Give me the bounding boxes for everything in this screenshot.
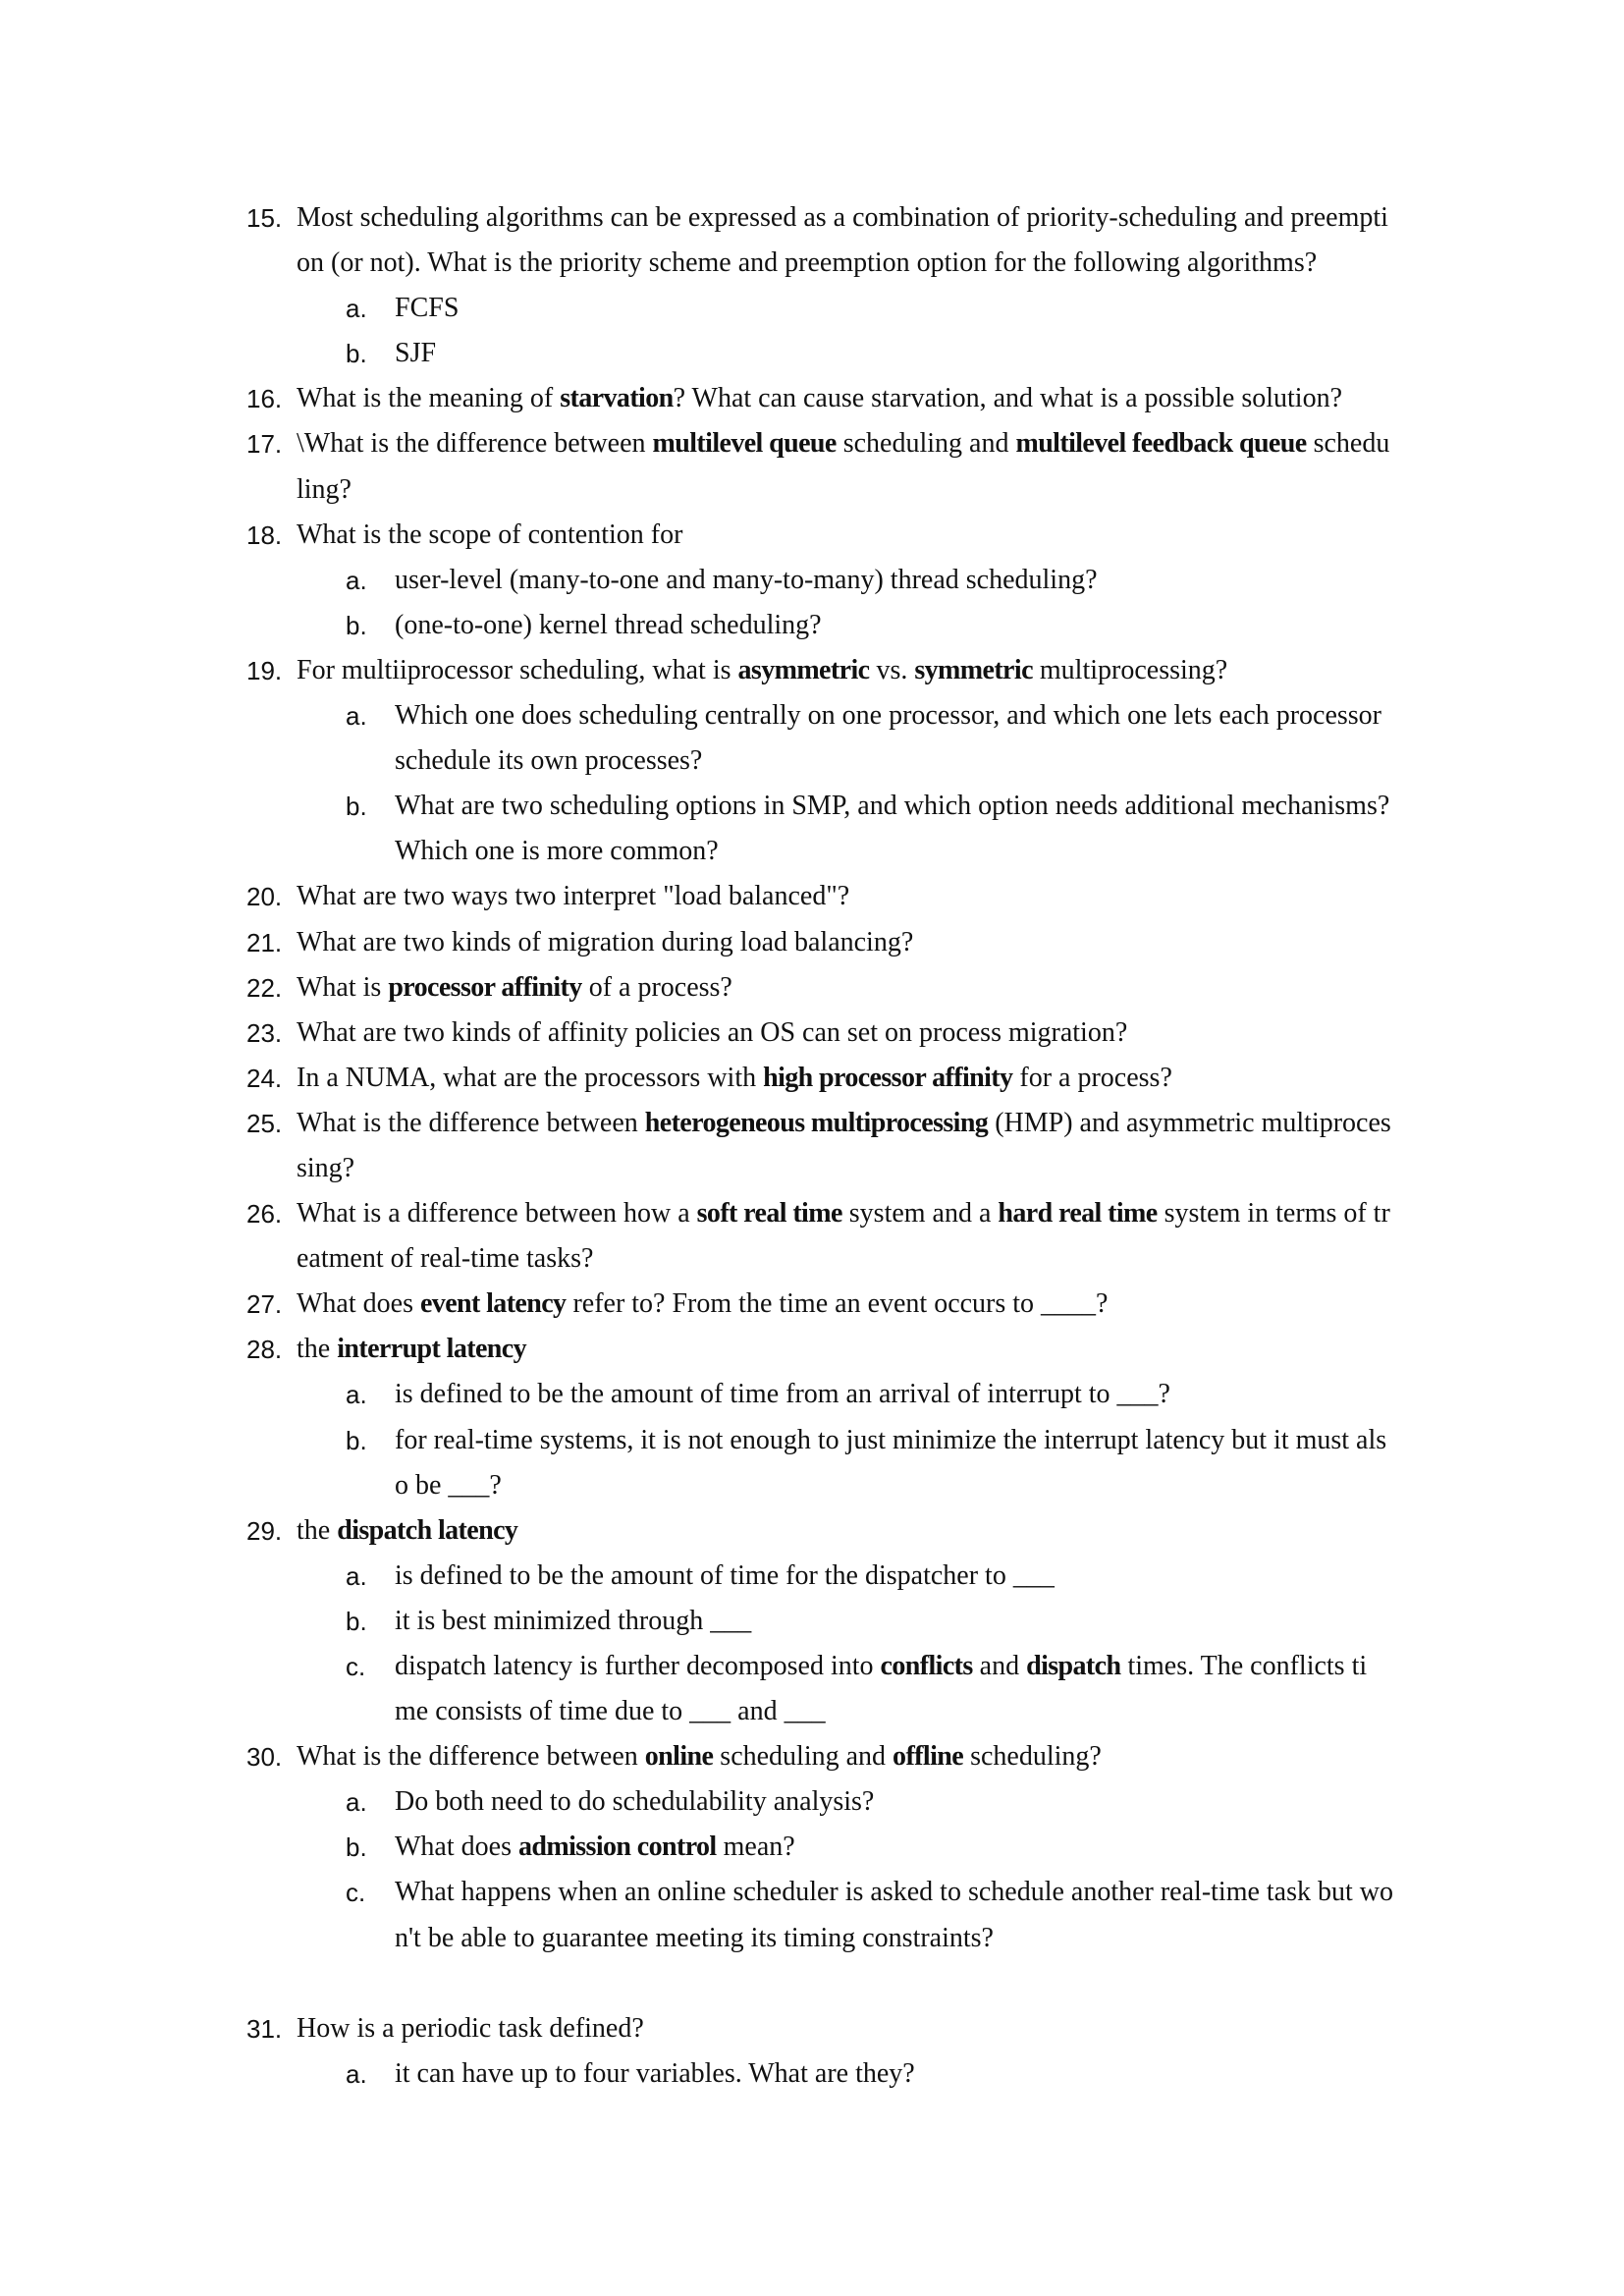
subquestion-letter: b. (346, 1606, 367, 1636)
question-number: 25. (246, 1108, 283, 1138)
bold-term: event latency (419, 1288, 567, 1320)
text-segment: it is best minimized through ___ (395, 1605, 752, 1636)
line-text (297, 965, 732, 1011)
bold-term: starvation (560, 383, 674, 414)
line-text (297, 467, 352, 513)
text-segment: For multiiprocessor scheduling, what is (297, 654, 738, 685)
question-line (0, 1734, 1624, 1779)
text-segment: How is a periodic task defined? (297, 2012, 644, 2044)
text-segment: What is the difference between (297, 1107, 645, 1138)
text-segment: vs. (869, 654, 915, 685)
bold-term: offline (893, 1741, 964, 1773)
question-number: 21. (246, 927, 283, 957)
line-text (395, 603, 822, 648)
question-line (0, 1011, 1624, 1056)
line-text (297, 513, 682, 558)
bold-term: symmetric (914, 654, 1033, 685)
subquestion-letter: a. (346, 1380, 367, 1410)
question-line (0, 513, 1624, 558)
continuation-line (0, 829, 1624, 874)
text-segment: scheduling and (836, 428, 1016, 460)
subquestion-letter: c. (346, 1652, 366, 1681)
question-line (0, 195, 1624, 241)
line-text (395, 2051, 915, 2097)
text-segment: times. The conflicts ti (1120, 1651, 1368, 1681)
question-line (0, 421, 1624, 466)
text-segment: and (972, 1651, 1027, 1681)
bold-term: heterogeneous multiprocessing (644, 1107, 989, 1138)
text-segment: of a process? (581, 971, 732, 1003)
subquestion-letter: c. (346, 1878, 366, 1908)
text-segment: system in terms of tr (1157, 1198, 1390, 1230)
question-number: 28. (246, 1335, 283, 1365)
question-number: 15. (246, 203, 283, 233)
line-text (395, 1372, 1170, 1417)
line-text (297, 1236, 593, 1282)
subquestion-letter: a. (346, 2058, 367, 2089)
line-text (297, 1734, 1102, 1779)
question-number: 16. (246, 384, 283, 414)
text-segment: What does (395, 1831, 518, 1863)
text-segment: What does (297, 1288, 420, 1320)
text-segment: scheduling and (713, 1741, 893, 1773)
subquestion-line (0, 286, 1624, 331)
bold-term: admission control (517, 1831, 717, 1863)
text-segment: What is the meaning of (297, 383, 561, 414)
question-line (0, 920, 1624, 965)
text-segment: is defined to be the amount of time for the dispatcher to ___ (395, 1559, 1055, 1591)
line-text (395, 331, 436, 376)
text-segment: eatment of real-time tasks? (297, 1243, 594, 1275)
text-segment: What are two ways two interpret "load balanced"? (297, 881, 850, 912)
line-text (395, 1916, 994, 1961)
bold-term: online (644, 1741, 714, 1773)
text-segment: FCFS (395, 293, 460, 324)
line-text (395, 784, 1389, 829)
bold-term: interrupt latency (337, 1334, 526, 1365)
line-text (395, 1825, 795, 1870)
question-line (0, 1508, 1624, 1554)
line-text (297, 1327, 526, 1372)
text-segment: \What is the difference between (297, 428, 653, 460)
text-segment: Most scheduling algorithms can be expressed as a combination of priority-scheduling and preempti (297, 202, 1388, 233)
text-segment: for a process? (1012, 1062, 1172, 1093)
continuation-line (0, 1689, 1624, 1734)
line-text (395, 1689, 826, 1734)
subquestion-line (0, 1418, 1624, 1463)
bold-term: hard real time (998, 1198, 1158, 1230)
subquestion-line (0, 693, 1624, 738)
continuation-line (0, 1916, 1624, 1961)
subquestion-line (0, 1554, 1624, 1599)
line-text (395, 1779, 874, 1825)
subquestion-line (0, 1599, 1624, 1644)
continuation-line (0, 467, 1624, 513)
line-text (395, 1644, 1367, 1689)
text-segment: mean? (716, 1831, 795, 1863)
text-segment: What are two kinds of migration during load balancing? (297, 926, 914, 957)
line-text (395, 693, 1381, 738)
subquestion-line (0, 558, 1624, 603)
text-segment: What is the difference between (297, 1741, 645, 1773)
bold-term: processor affinity (388, 971, 582, 1003)
question-number: 29. (246, 1515, 283, 1546)
line-text (395, 1418, 1386, 1463)
text-segment: schedule its own processes? (395, 745, 703, 777)
question-number: 24. (246, 1063, 283, 1093)
line-text (297, 195, 1388, 241)
line-text (395, 829, 719, 874)
line-text (297, 241, 1317, 286)
subquestion-line (0, 331, 1624, 376)
question-number: 22. (246, 972, 283, 1003)
text-segment: sing? (297, 1152, 355, 1183)
text-segment: In a NUMA, what are the processors with (297, 1062, 764, 1093)
text-segment: What happens when an online scheduler is asked to schedule another real-time task but wo (395, 1877, 1394, 1908)
line-text (297, 2006, 644, 2051)
question-number: 18. (246, 519, 283, 550)
text-segment: refer to? From the time an event occurs to ____? (566, 1288, 1109, 1320)
question-number: 23. (246, 1017, 283, 1048)
bold-term: multilevel feedback queue (1015, 428, 1307, 460)
line-text (297, 1191, 1390, 1236)
line-text (395, 1599, 751, 1644)
question-line (0, 965, 1624, 1011)
text-segment: (HMP) and asymmetric multiproces (988, 1107, 1391, 1138)
text-segment: on (or not). What is the priority scheme and preemption option for the following algorithms? (297, 247, 1318, 279)
text-segment: ling? (297, 473, 352, 505)
line-text (297, 1146, 354, 1191)
text-segment: Which one is more common? (395, 836, 719, 867)
subquestion-letter: b. (346, 1425, 367, 1455)
subquestion-letter: b. (346, 610, 367, 640)
line-text (297, 1011, 1127, 1056)
text-segment: the (297, 1514, 338, 1546)
line-text (297, 920, 913, 965)
subquestion-letter: a. (346, 1560, 367, 1591)
question-number: 19. (246, 655, 283, 685)
text-segment: dispatch latency is further decomposed into (395, 1651, 881, 1681)
line-text (297, 1282, 1108, 1327)
subquestion-letter: a. (346, 1787, 367, 1818)
bold-term: asymmetric (737, 654, 870, 685)
subquestion-letter: a. (346, 565, 367, 595)
text-segment: SJF (395, 338, 437, 369)
line-text (297, 1101, 1391, 1146)
subquestion-letter: a. (346, 294, 367, 324)
bold-term: high processor affinity (763, 1062, 1013, 1093)
subquestion-line (0, 1372, 1624, 1417)
question-number: 27. (246, 1289, 283, 1320)
text-segment: user-level (many-to-one and many-to-many) thread scheduling? (395, 564, 1098, 595)
bold-term: dispatch latency (337, 1514, 518, 1546)
text-segment: it can have up to four variables. What are they? (395, 2057, 915, 2089)
continuation-line (0, 241, 1624, 286)
bold-term: dispatch (1026, 1651, 1121, 1681)
line-text (395, 1554, 1055, 1599)
bold-term: conflicts (880, 1651, 973, 1681)
subquestion-line (0, 1870, 1624, 1915)
continuation-line (0, 1463, 1624, 1508)
text-segment: What are two scheduling options in SMP, and which option needs additional mechanisms? (395, 791, 1390, 822)
continuation-line (0, 1236, 1624, 1282)
question-number: 30. (246, 1742, 283, 1773)
text-segment: What is (297, 971, 389, 1003)
question-line (0, 1282, 1624, 1327)
question-line (0, 1101, 1624, 1146)
question-line (0, 2006, 1624, 2051)
bold-term: soft real time (696, 1198, 842, 1230)
question-number: 31. (246, 2013, 283, 2044)
text-segment: multiprocessing? (1032, 654, 1228, 685)
text-segment: Which one does scheduling centrally on one processor, and which one lets each processor (395, 700, 1381, 732)
question-number: 17. (246, 429, 283, 460)
text-segment: ? What can cause starvation, and what is a possible solution? (673, 383, 1342, 414)
line-text (297, 874, 849, 919)
subquestion-letter: b. (346, 792, 367, 822)
subquestion-line (0, 1644, 1624, 1689)
question-number: 20. (246, 882, 283, 912)
question-line (0, 376, 1624, 421)
question-number: 26. (246, 1199, 283, 1230)
question-line (0, 1056, 1624, 1101)
text-segment: (one-to-one) kernel thread scheduling? (395, 609, 822, 640)
subquestion-line (0, 784, 1624, 829)
text-segment: system and a (841, 1198, 999, 1230)
text-segment: n't be able to guarantee meeting its timing constraints? (395, 1922, 994, 1953)
bold-term: multilevel queue (652, 428, 837, 460)
question-line (0, 1327, 1624, 1372)
subquestion-line (0, 2051, 1624, 2097)
text-segment: schedu (1306, 428, 1390, 460)
text-segment: the (297, 1334, 338, 1365)
question-line (0, 1191, 1624, 1236)
line-text (395, 558, 1098, 603)
line-text (297, 421, 1389, 466)
blank-line (0, 1961, 1624, 2006)
text-segment: Do both need to do schedulability analysis? (395, 1786, 875, 1818)
text-segment: is defined to be the amount of time from an arrival of interrupt to ___? (395, 1379, 1170, 1410)
subquestion-letter: b. (346, 339, 367, 369)
subquestion-line (0, 1825, 1624, 1870)
subquestion-letter: b. (346, 1832, 367, 1863)
text-segment: What are two kinds of affinity policies an OS can set on process migration? (297, 1016, 1128, 1048)
subquestion-line (0, 603, 1624, 648)
text-segment: What is a difference between how a (297, 1198, 697, 1230)
line-text (297, 1056, 1172, 1101)
continuation-line (0, 1146, 1624, 1191)
line-text (395, 1463, 502, 1508)
text-segment: What is the scope of contention for (297, 519, 683, 550)
subquestion-letter: a. (346, 701, 367, 732)
question-line (0, 874, 1624, 919)
line-text (297, 376, 1342, 421)
line-text (395, 1870, 1393, 1915)
text-segment: me consists of time due to ___ and ___ (395, 1696, 826, 1727)
text-segment: o be ___? (395, 1469, 502, 1501)
line-text (395, 286, 459, 331)
subquestion-line (0, 1779, 1624, 1825)
text-segment: for real-time systems, it is not enough to just minimize the interrupt latency but it must als (395, 1424, 1387, 1455)
line-text (297, 648, 1227, 693)
continuation-line (0, 738, 1624, 784)
line-text (395, 738, 702, 784)
question-list (0, 195, 1624, 2097)
line-text (297, 1508, 517, 1554)
text-segment: scheduling? (963, 1741, 1102, 1773)
question-line (0, 648, 1624, 693)
